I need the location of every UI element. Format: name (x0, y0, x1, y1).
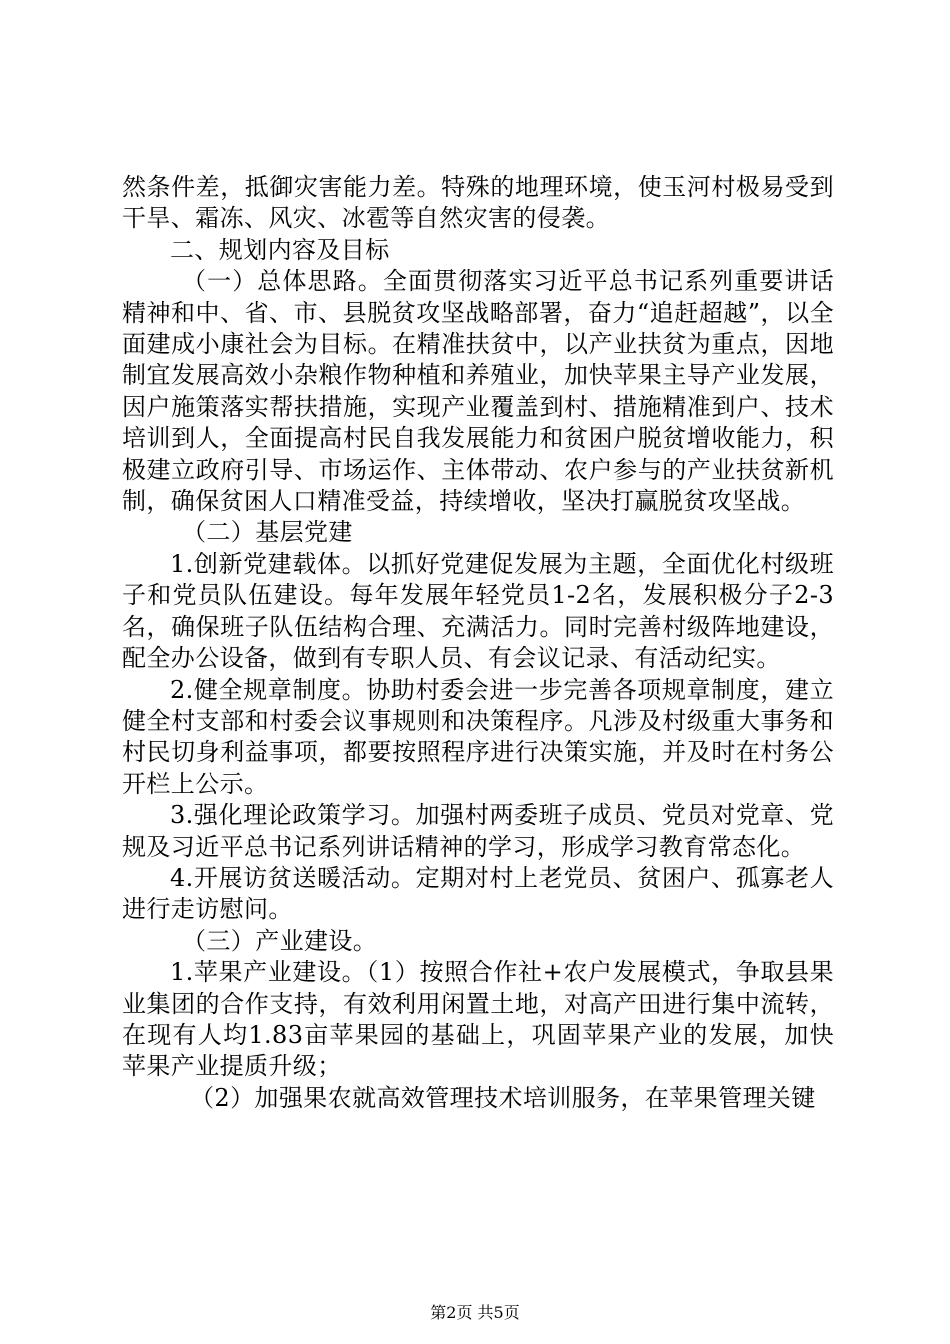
paragraph-continuation: 然条件差，抵御灾害能力差。特殊的地理环境，使玉河村极易受到干旱、霜冻、风灾、冰雹等自然灾害的侵袭。 (122, 173, 834, 233)
subheading-party-building: （二）基层党建 (182, 518, 353, 547)
page-number-label: 第2页 共5页 (430, 1303, 520, 1322)
paragraph-item-2: 2.健全规章制度。协助村委会进一步完善各项规章制度，建立健全村支部和村委会议事规则和决策程序。凡涉及村级重大事务和村民切身利益事项，都要按照程序进行决策实施，并及时在村务公开栏上公示。 (122, 675, 834, 798)
subheading-industry-building: （三）产业建设。 (182, 926, 378, 955)
document-body (122, 172, 834, 1114)
page-footer (0, 1300, 950, 1323)
paragraph-item-4: 4.开展访贫送暖活动。定期对村上老党员、贫困户、孤寡老人进行走访慰问。 (122, 863, 834, 924)
paragraph-item-3: 3.强化理论政策学习。加强村两委班子成员、党员对党章、党规及习近平总书记系列讲话精神的学习，形成学习教育常态化。 (122, 801, 834, 861)
paragraph-training-services: （2）加强果农就高效管理技术培训服务，在苹果管理关键 (190, 1083, 816, 1112)
paragraph-overall-approach: （一）总体思路。全面贯彻落实习近平总书记系列重要讲话精神和中、省、市、县脱贫攻坚战略部署，奋力“追赶超越”，以全面建成小康社会为目标。在精准扶贫中，以产业扶贫为重点，因地制宜发展高效小杂粮作物种植和养殖业，加快苹果主导产业发展，因户施策落实帮扶措施，实现产业覆盖到村、措施精准到户、技术培训到人，全面提高村民自我发展能力和贫困户脱贫增收能力，积极建立政府引导、市场运作、主体带动、农户参与的产业扶贫新机制，确保贫困人口精准受益，持续增收，坚决打赢脱贫攻坚战。 (122, 267, 834, 516)
paragraph-item-1: 1.创新党建载体。以抓好党建促发展为主题，全面优化村级班子和党员队伍建设。每年发展年轻党员1-2名，发展积极分子2-3名，确保班子队伍结构合理、充满活力。同时完善村级阵地建设，配全办公设备，做到有专职人员、有会议记录、有活动纪实。 (122, 549, 834, 673)
paragraph-apple-industry: 1.苹果产业建设。（1）按照合作社+农户发展模式，争取县果业集团的合作支持，有效利用闲置土地，对高产田进行集中流转，在现有人均1.83亩苹果园的基础上，巩固苹果产业的发展，加快苹果产业提质升级； (122, 958, 834, 1081)
section-heading-plan-content: 二、规划内容及目标 (170, 235, 390, 264)
